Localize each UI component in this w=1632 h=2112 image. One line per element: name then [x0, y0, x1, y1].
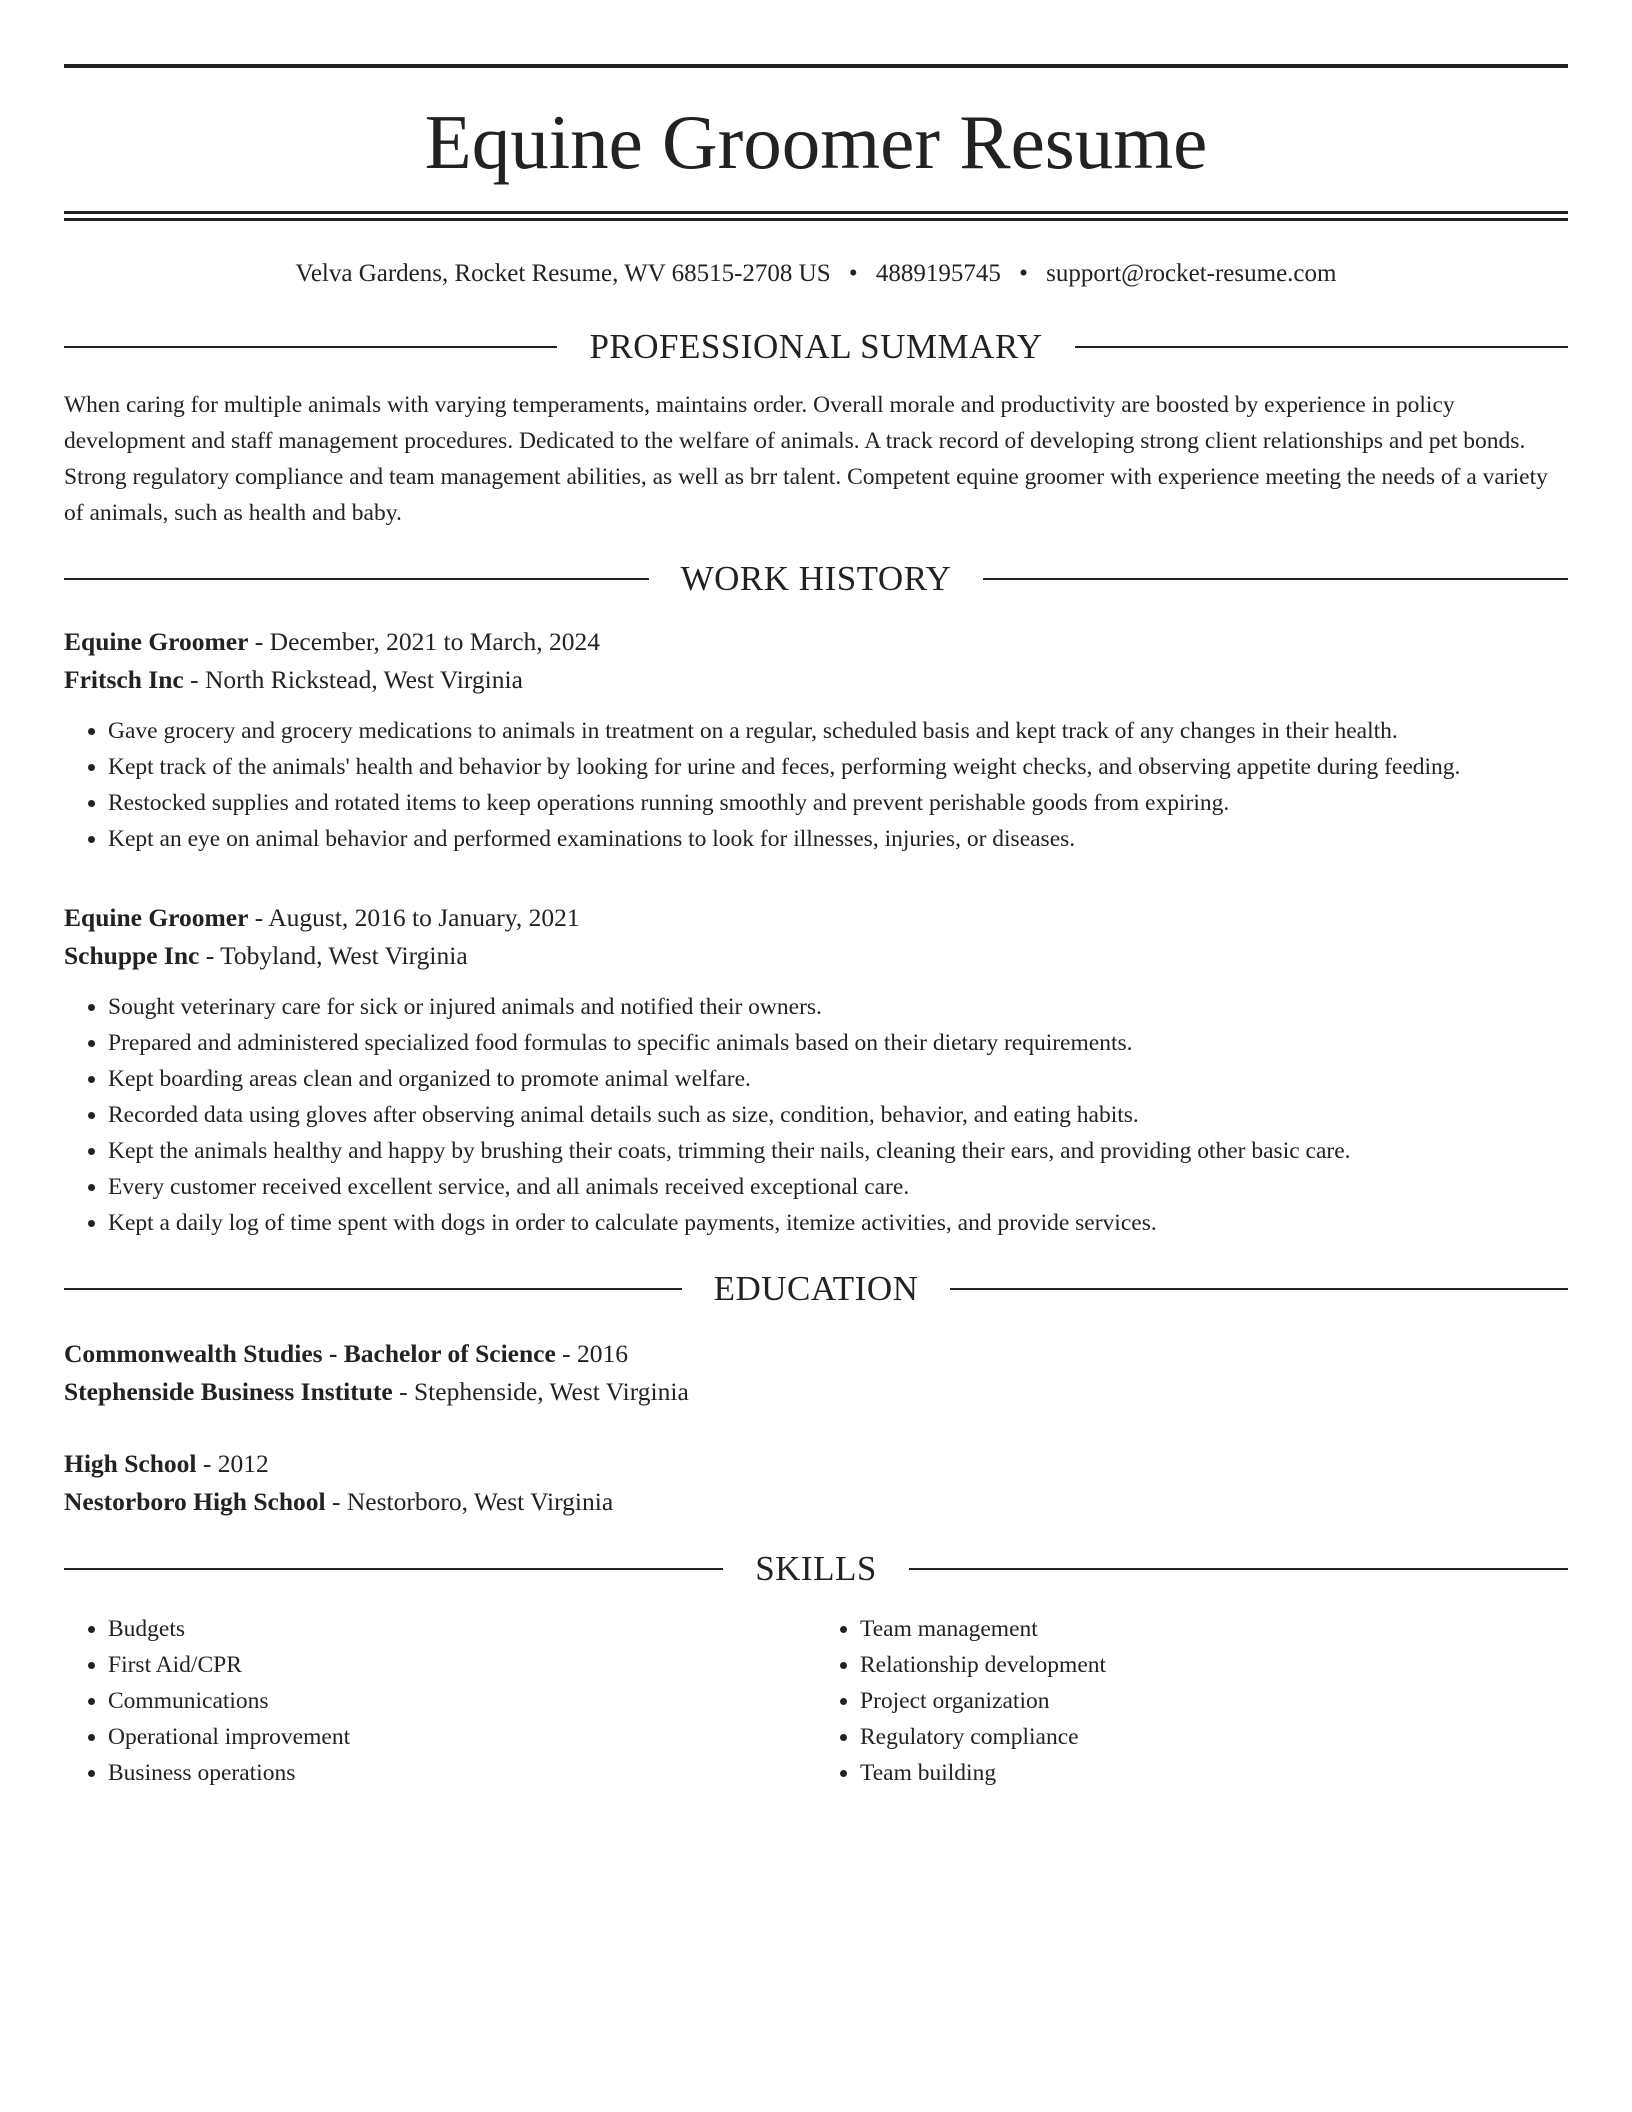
- skill-item: • Team management: [860, 1611, 1568, 1647]
- section-title: PROFESSIONAL SUMMARY: [589, 327, 1043, 366]
- skill-item: • Team building: [860, 1755, 1568, 1791]
- skill-item: • Budgets: [108, 1611, 816, 1647]
- school: Nestorboro High School: [64, 1487, 326, 1516]
- skill-item: • Regulatory compliance: [860, 1719, 1568, 1755]
- list-item: • Kept track of the animals' health and behavior by looking for urine and feces, performing weight checks, and observing appetite during feeding.: [108, 749, 1568, 785]
- degree-year: - 2012: [196, 1449, 269, 1478]
- list-item: • Kept an eye on animal behavior and performed examinations to look for illnesses, injuries, or diseases.: [108, 821, 1568, 857]
- list-item: • Kept the animals healthy and happy by brushing their coats, trimming their nails, cleaning their ears, and providing other basic care.: [108, 1133, 1568, 1169]
- divider-line: [64, 346, 557, 348]
- school-location: - Nestorboro, West Virginia: [325, 1487, 614, 1516]
- job-company: Schuppe Inc: [64, 941, 200, 970]
- job-company-line: [64, 937, 1568, 975]
- summary-text: When caring for multiple animals with varying temperaments, maintains order. Overall morale and productivity are boosted by experience in policy development and staff management procedures. Dedicated to the welfare of animals. A track record of developing strong client relationships and pet bonds. Strong regulatory compliance and team management abilities, as well as brr talent. Competent equine groomer with experience meeting the needs of a variety of animals, such as health and baby.: [64, 392, 1548, 526]
- job-title-line: [64, 623, 1568, 661]
- section-title: SKILLS: [755, 1549, 877, 1588]
- section-title: WORK HISTORY: [680, 559, 952, 598]
- school-line: [64, 1373, 1568, 1411]
- job-location: - North Rickstead, West Virginia: [183, 665, 523, 694]
- education-entry: [64, 1445, 1568, 1521]
- list-item: • Recorded data using gloves after observing animal details such as size, condition, behavior, and eating habits.: [108, 1097, 1568, 1133]
- skills-list-right: [816, 1611, 1568, 1791]
- divider-line: [64, 1568, 723, 1570]
- contact-address: Velva Gardens, Rocket Resume, WV 68515-2708 US: [295, 260, 831, 287]
- divider-line: [909, 1568, 1568, 1570]
- degree: High School: [64, 1449, 197, 1478]
- section-header-summary: [64, 327, 1568, 367]
- job-title-line: [64, 899, 1568, 937]
- section-title: EDUCATION: [713, 1269, 919, 1308]
- job-title: Equine Groomer: [64, 903, 249, 932]
- list-item: • Gave grocery and grocery medications to animals in treatment on a regular, scheduled basis and kept track of any changes in their health.: [108, 713, 1568, 749]
- job-dates: - December, 2021 to March, 2024: [248, 627, 601, 656]
- job-title: Equine Groomer: [64, 627, 249, 656]
- job-entry: [64, 623, 1568, 857]
- section-header-skills: [64, 1549, 1568, 1589]
- divider-line: [64, 1288, 682, 1290]
- skill-item: • Communications: [108, 1683, 816, 1719]
- degree: Commonwealth Studies - Bachelor of Science: [64, 1339, 556, 1368]
- job-dates: - August, 2016 to January, 2021: [248, 903, 580, 932]
- list-item: • Restocked supplies and rotated items to keep operations running smoothly and prevent perishable goods from expiring.: [108, 785, 1568, 821]
- skill-item: • First Aid/CPR: [108, 1647, 816, 1683]
- skill-item: • Operational improvement: [108, 1719, 816, 1755]
- double-rule: [64, 211, 1568, 221]
- divider-line: [64, 578, 649, 580]
- education-entry: [64, 1335, 1568, 1411]
- section-header-work: [64, 559, 1568, 599]
- contact-separator: •: [1019, 260, 1028, 287]
- top-rule: [64, 64, 1568, 68]
- school: Stephenside Business Institute: [64, 1377, 393, 1406]
- list-item: • Every customer received excellent service, and all animals received exceptional care.: [108, 1169, 1568, 1205]
- list-item: • Prepared and administered specialized food formulas to specific animals based on their dietary requirements.: [108, 1025, 1568, 1061]
- section-header-education: [64, 1269, 1568, 1309]
- skill-item: • Business operations: [108, 1755, 816, 1791]
- skill-item: • Project organization: [860, 1683, 1568, 1719]
- resume-page: [64, 64, 1568, 1791]
- degree-line: [64, 1335, 1568, 1373]
- degree-year: - 2016: [555, 1339, 629, 1368]
- school-line: [64, 1483, 1568, 1521]
- job-location: - Tobyland, West Virginia: [199, 941, 468, 970]
- job-entry: [64, 899, 1568, 1241]
- list-item: • Kept a daily log of time spent with dogs in order to calculate payments, itemize activities, and provide services.: [108, 1205, 1568, 1241]
- contact-email: support@rocket-resume.com: [1046, 260, 1337, 287]
- divider-line: [983, 578, 1568, 580]
- skills-columns: [64, 1611, 1568, 1791]
- divider-line: [950, 1288, 1568, 1290]
- job-bullets: [64, 989, 1568, 1241]
- school-location: - Stephenside, West Virginia: [392, 1377, 689, 1406]
- resume-title: Equine Groomer Resume: [424, 99, 1208, 185]
- list-item: • Sought veterinary care for sick or injured animals and notified their owners.: [108, 989, 1568, 1025]
- job-bullets: [64, 713, 1568, 857]
- job-company: Fritsch Inc: [64, 665, 184, 694]
- job-company-line: [64, 661, 1568, 699]
- degree-line: [64, 1445, 1568, 1483]
- contact-phone: 4889195745: [875, 260, 1001, 287]
- list-item: • Kept boarding areas clean and organized to promote animal welfare.: [108, 1061, 1568, 1097]
- contact-separator: •: [848, 260, 858, 287]
- contact-line: [64, 259, 1568, 289]
- divider-line: [1075, 346, 1568, 348]
- skill-item: • Relationship development: [860, 1647, 1568, 1683]
- skills-list-left: [64, 1611, 816, 1791]
